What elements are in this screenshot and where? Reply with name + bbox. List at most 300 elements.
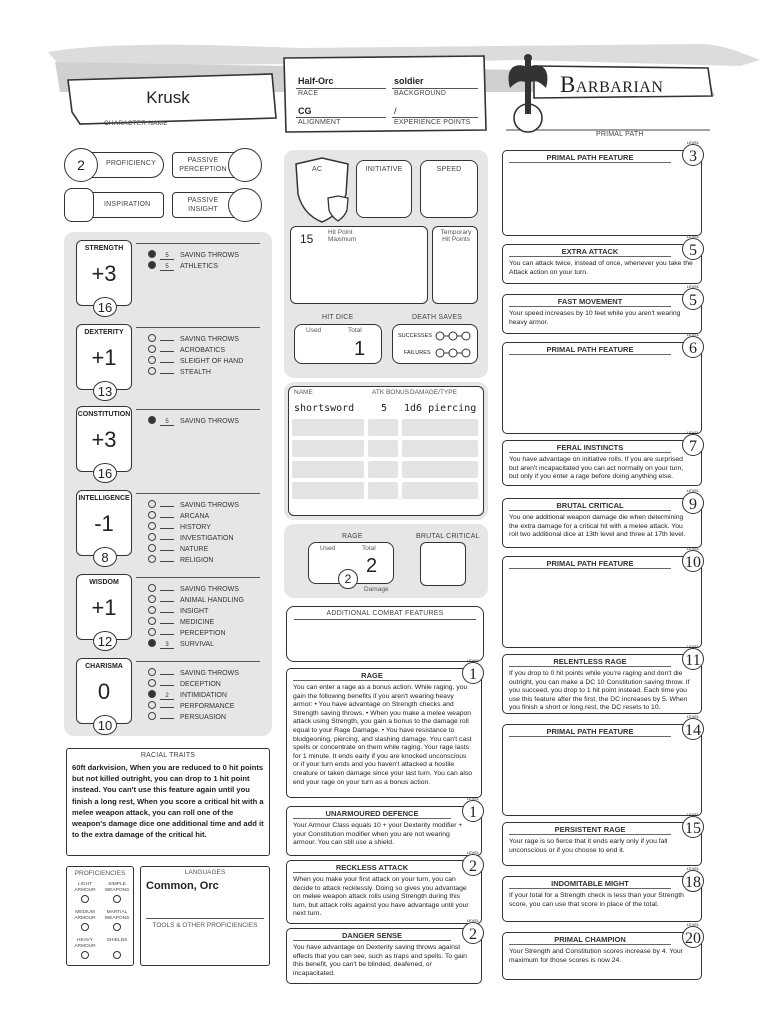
- ability-divider: [136, 327, 260, 328]
- background-value[interactable]: soldier: [394, 76, 424, 86]
- languages-value[interactable]: Common, Orc: [146, 880, 219, 892]
- skill-label: NATURE: [180, 546, 209, 553]
- skill-proficiency-dot[interactable]: [148, 679, 156, 687]
- weapon-row[interactable]: [292, 419, 478, 436]
- inspiration-circle[interactable]: [64, 188, 94, 222]
- skill-bonus: [160, 561, 174, 562]
- class-feature-box[interactable]: [502, 498, 702, 548]
- weapon-row[interactable]: [292, 440, 478, 457]
- feature-title: FAST MOVEMENT: [557, 297, 623, 306]
- skill-label: SAVING THROWS: [180, 502, 239, 509]
- feature-level: 18: [685, 874, 701, 891]
- additional-combat-divider: [294, 619, 476, 620]
- class-feature-box[interactable]: [502, 294, 702, 334]
- ability-name: INTELLIGENCE: [78, 495, 130, 502]
- skill-row[interactable]: [148, 334, 239, 343]
- languages-label: LANGUAGES: [184, 869, 226, 876]
- feature-level: 1: [469, 666, 477, 683]
- ability-name: STRENGTH: [84, 245, 124, 252]
- feature-title: PRIMAL PATH FEATURE: [546, 153, 634, 162]
- initiative-label: INITIATIVE: [365, 166, 403, 173]
- skill-label: SAVING THROWS: [180, 670, 239, 677]
- skill-row[interactable]: [148, 250, 239, 260]
- ability-box: [76, 324, 132, 399]
- feature-title: PRIMAL PATH FEATURE: [546, 345, 634, 354]
- skill-row[interactable]: [148, 555, 213, 564]
- ability-divider: [136, 409, 260, 410]
- feature-title: FERAL INSTINCTS: [556, 443, 624, 452]
- feature-text: You one additional weapon damage die when determining the extra damage for a critical hit with a melee attack. You roll two additional dice at 13th level and three at 17th level.: [509, 514, 686, 539]
- feature-title: PRIMAL PATH FEATURE: [546, 559, 634, 568]
- proficiency-label: SHIELDS: [106, 938, 128, 943]
- feature-level-badge: [682, 644, 704, 670]
- skill-proficiency-dot[interactable]: [148, 250, 156, 258]
- weapon-name-cell[interactable]: [292, 482, 364, 499]
- feature-text: Your Armour Class equals 10 + your Dexterity modifier + your Constitution modifier when you are not wearing armour. You can still use a shield.: [293, 822, 463, 847]
- feature-title-underline: [509, 568, 671, 569]
- ability-modifier[interactable]: +1: [91, 595, 117, 620]
- weapon-name-cell[interactable]: [292, 440, 364, 457]
- feature-level-badge: [682, 812, 704, 838]
- weapon-damage: 1d6 piercing: [404, 403, 477, 414]
- feature-level: 6: [689, 340, 697, 357]
- skill-label: ACROBATICS: [180, 347, 225, 354]
- feature-level: 3: [689, 148, 697, 165]
- proficiency-label: PROFICIENCY: [106, 160, 157, 167]
- feature-level-badge: [682, 140, 704, 166]
- rage-damage-label: Damage: [364, 586, 389, 593]
- skill-bonus: [160, 550, 174, 551]
- passive-perception-circle[interactable]: [228, 148, 262, 182]
- skill-proficiency-dot[interactable]: [148, 668, 156, 676]
- feature-title-underline: [509, 162, 671, 163]
- race-underline: [296, 88, 386, 89]
- skill-proficiency-dot[interactable]: [148, 345, 156, 353]
- skill-bonus: [160, 517, 174, 518]
- feature-title-underline: [293, 940, 451, 941]
- speed-label: SPEED: [436, 166, 462, 173]
- skill-bonus: 5: [160, 253, 174, 260]
- feature-level-caption: LEVEL: [466, 658, 480, 663]
- ability-score[interactable]: 16: [93, 463, 117, 483]
- feature-level-caption: LEVEL: [466, 850, 480, 855]
- ability-modifier[interactable]: -1: [94, 511, 114, 536]
- rage-label: RAGE: [342, 533, 363, 540]
- feature-level: 2: [469, 858, 477, 875]
- ability-name: DEXTERITY: [84, 329, 124, 336]
- feature-title: PERSISTENT RAGE: [554, 825, 626, 834]
- hp-max-value[interactable]: 15: [300, 232, 314, 246]
- feature-title-underline: [509, 452, 671, 453]
- skill-bonus: [160, 340, 174, 341]
- skill-row[interactable]: [148, 606, 208, 615]
- feature-title: BRUTAL CRITICAL: [556, 501, 624, 510]
- skill-bonus: 3: [160, 642, 174, 649]
- skill-row[interactable]: [148, 617, 214, 626]
- racial-traits-title: RACIAL TRAITS: [140, 752, 196, 759]
- feature-title-underline: [509, 944, 671, 945]
- feature-title: UNARMOURED DEFENCE: [325, 809, 419, 818]
- feature-level: 15: [685, 820, 701, 837]
- skill-bonus: [160, 707, 174, 708]
- weapon-bonus-cell[interactable]: [368, 440, 398, 457]
- weapon-damage-label: DAMAGE/TYPE: [410, 389, 457, 396]
- feature-text: Your speed increases by 10 feet while you aren't wearing heavy armor.: [509, 310, 681, 326]
- skill-row[interactable]: [148, 261, 218, 271]
- skill-row[interactable]: [148, 345, 225, 354]
- skill-row[interactable]: [148, 584, 239, 593]
- feature-level-badge: [682, 430, 704, 456]
- skill-bonus: [160, 351, 174, 352]
- rage-damage[interactable]: 2: [338, 569, 358, 589]
- skill-label: SAVING THROWS: [180, 586, 239, 593]
- skill-row[interactable]: [148, 416, 239, 426]
- class-feature-box[interactable]: [502, 342, 702, 434]
- proficiency-toggle[interactable]: [113, 951, 121, 959]
- weapon-row[interactable]: [292, 461, 478, 478]
- skill-bonus: [160, 362, 174, 363]
- skill-label: PERCEPTION: [180, 630, 226, 637]
- feature-level-badge: [682, 714, 704, 740]
- feature-level-caption: LEVEL: [686, 714, 700, 719]
- death-save-circles[interactable]: [434, 326, 474, 366]
- skill-proficiency-dot[interactable]: [148, 617, 156, 625]
- skill-proficiency-dot[interactable]: [148, 628, 156, 636]
- weapon-bonus-cell[interactable]: [368, 482, 398, 499]
- skill-row[interactable]: [148, 544, 208, 553]
- skill-proficiency-dot[interactable]: [148, 544, 156, 552]
- feature-title: DANGER SENSE: [341, 931, 402, 940]
- tools-label: TOOLS & OTHER PROFICIENCIES: [152, 922, 258, 929]
- feature-level-caption: LEVEL: [686, 644, 700, 649]
- class-feature-box[interactable]: [502, 244, 702, 284]
- skill-row[interactable]: [148, 511, 209, 520]
- feature-level-caption: LEVEL: [686, 922, 700, 927]
- racial-traits-text[interactable]: 60ft darkvision, When you are reduced to 0 hit points but not killed outright, you can drop to 1 hit point instead. You can't use this feature again until you finish a long rest, When you score a critical hit with a melee weapon attack, you can roll one of the weapon's damage dice one additional time and add it to the extra damage of the critical hit.: [72, 763, 264, 840]
- class-feature-box[interactable]: [502, 822, 702, 866]
- proficiency-toggle[interactable]: [81, 951, 89, 959]
- skill-proficiency-dot[interactable]: [148, 533, 156, 541]
- skill-row[interactable]: [148, 367, 211, 376]
- feature-text: If you drop to 0 hit points while you're raging and don't die outright, you can make a DC 10 Constitution saving throw. If you succeed, you drop to 1 hit point instead. Each time you use this feature after the first, the DC increases by 5. When you finish a short or long rest, the DC resets to 10.: [509, 670, 690, 712]
- feature-text: You have advantage on Dexterity saving throws against effects that you can see, such as traps and spells. To gain this benefit, you can't be blinded, deafened, or incapacitated.: [293, 944, 467, 977]
- feature-level-badge: [462, 658, 484, 684]
- proficiency-toggle[interactable]: [113, 923, 121, 931]
- skill-bonus: [160, 601, 174, 602]
- feature-text: If your total for a Strength check is less than your Strength score, you can use that score in place of the total.: [509, 892, 684, 908]
- brutal-critical-box[interactable]: [420, 542, 466, 586]
- feature-level: 2: [469, 926, 477, 943]
- skill-row[interactable]: [148, 639, 214, 649]
- ability-divider: [136, 243, 260, 244]
- weapon-damage-cell[interactable]: [402, 440, 478, 457]
- skill-label: SLEIGHT OF HAND: [180, 358, 244, 365]
- proficiency-label: MARTIAL WEAPONS: [104, 910, 130, 921]
- feature-level-caption: LEVEL: [686, 488, 700, 493]
- skill-label: INVESTIGATION: [180, 535, 234, 542]
- ability-box: [76, 406, 132, 481]
- feature-level-badge: [682, 546, 704, 572]
- weapon-row[interactable]: [292, 398, 478, 415]
- death-failures-label: FAILURES: [404, 350, 431, 356]
- class-feature-box[interactable]: [502, 440, 702, 486]
- race-label: RACE: [298, 90, 319, 97]
- feature-level-caption: LEVEL: [686, 866, 700, 871]
- weapon-damage-cell[interactable]: [402, 461, 478, 478]
- ability-divider: [136, 493, 260, 494]
- feature-level-badge: [462, 918, 484, 944]
- feature-level-badge: [462, 850, 484, 876]
- feature-level: 5: [689, 292, 697, 309]
- skill-row[interactable]: [148, 668, 239, 677]
- feature-level-badge: [682, 922, 704, 948]
- feature-level-badge: [682, 234, 704, 260]
- weapon-name-cell[interactable]: [292, 398, 364, 415]
- skill-proficiency-dot[interactable]: [148, 261, 156, 269]
- feature-level: 11: [685, 652, 701, 669]
- feature-title: INDOMITABLE MIGHT: [551, 879, 629, 888]
- weapon-damage-cell[interactable]: [402, 419, 478, 436]
- weapon-bonus-cell[interactable]: [368, 419, 398, 436]
- skill-proficiency-dot[interactable]: [148, 606, 156, 614]
- rage-total[interactable]: 2: [366, 555, 378, 577]
- feature-title-underline: [509, 666, 671, 667]
- experience-underline: [392, 117, 478, 118]
- feature-level-badge: [682, 488, 704, 514]
- skill-proficiency-dot[interactable]: [148, 522, 156, 530]
- skill-row[interactable]: [148, 533, 234, 542]
- feature-level-badge: [682, 284, 704, 310]
- feature-title: PRIMAL CHAMPION: [554, 935, 626, 944]
- background-label: BACKGROUND: [394, 90, 447, 97]
- proficiency-bonus[interactable]: 2: [64, 148, 98, 182]
- ability-score[interactable]: 12: [93, 631, 117, 651]
- skill-label: SAVING THROWS: [180, 252, 239, 259]
- background-underline: [392, 88, 478, 89]
- ability-box: [76, 490, 132, 565]
- skill-proficiency-dot[interactable]: [148, 690, 156, 698]
- feature-level-badge: [682, 332, 704, 358]
- class-name: Barbarian: [560, 72, 664, 97]
- ac-label: AC: [312, 166, 323, 173]
- inspiration-label: INSPIRATION: [104, 201, 151, 208]
- skill-label: DECEPTION: [180, 681, 221, 688]
- proficiency-label: MEDIUM ARMOUR: [74, 910, 96, 921]
- feature-title-underline: [509, 256, 671, 257]
- skill-label: PERSUASION: [180, 714, 226, 721]
- skill-bonus: [160, 674, 174, 675]
- feature-title-underline: [509, 888, 671, 889]
- header-banner: [0, 0, 768, 140]
- primal-path-label: PRIMAL PATH: [596, 131, 644, 138]
- skill-bonus: 2: [160, 693, 174, 700]
- passive-perception-label: PASSIVE PERCEPTION: [179, 157, 227, 173]
- hit-dice-label: HIT DICE: [322, 314, 354, 321]
- weapon-name-cell[interactable]: [292, 419, 364, 436]
- proficiency-toggle[interactable]: [81, 895, 89, 903]
- hp-max-label: Hit Point Maximum: [328, 229, 357, 243]
- feature-level: 7: [689, 438, 697, 455]
- hit-dice-used-label: Used: [306, 327, 322, 334]
- skill-row[interactable]: [148, 690, 227, 700]
- skill-row[interactable]: [148, 356, 243, 365]
- skill-bonus: 5: [160, 419, 174, 426]
- class-feature-box[interactable]: [286, 928, 482, 984]
- skill-proficiency-dot[interactable]: [148, 356, 156, 364]
- skill-proficiency-dot[interactable]: [148, 500, 156, 508]
- class-feature-box[interactable]: [502, 932, 702, 980]
- class-feature-box[interactable]: [502, 654, 702, 714]
- feature-text: Your Strength and Constitution scores increase by 4. Your maximum for those scores is now 24.: [509, 948, 683, 964]
- feature-level-caption: LEVEL: [686, 284, 700, 289]
- skill-row[interactable]: [148, 595, 244, 604]
- skill-proficiency-dot[interactable]: [148, 416, 156, 424]
- ability-modifier[interactable]: 0: [97, 679, 111, 704]
- feature-text: Your rage is so fierce that it ends early only if you fall unconscious or if you choose to end it.: [509, 838, 668, 854]
- skill-bonus: [160, 685, 174, 686]
- ability-box: [76, 240, 132, 315]
- skill-row[interactable]: [148, 628, 226, 637]
- feature-title-underline: [293, 818, 451, 819]
- death-saves-label: DEATH SAVES: [412, 314, 463, 321]
- passive-insight-circle[interactable]: [228, 188, 262, 222]
- skill-label: SAVING THROWS: [180, 418, 239, 425]
- skill-bonus: [160, 634, 174, 635]
- skill-row[interactable]: [148, 522, 211, 531]
- skill-label: MEDICINE: [180, 619, 215, 626]
- weapon-bonus-cell[interactable]: [368, 461, 398, 478]
- ability-name: CONSTITUTION: [77, 411, 131, 418]
- feature-level-caption: LEVEL: [686, 546, 700, 551]
- proficiency-label: HEAVY ARMOUR: [74, 938, 96, 949]
- ability-divider: [136, 577, 260, 578]
- class-feature-box[interactable]: [502, 150, 702, 236]
- ability-score[interactable]: 8: [93, 547, 117, 567]
- feature-title: EXTRA ATTACK: [561, 247, 619, 256]
- class-feature-box[interactable]: [502, 876, 702, 922]
- feature-level: 20: [685, 930, 701, 947]
- rage-used-label: Used: [320, 545, 336, 552]
- skill-proficiency-dot[interactable]: [148, 555, 156, 563]
- hit-dice-total-label: Total: [348, 327, 362, 334]
- weapon-row[interactable]: [292, 482, 478, 499]
- feature-level-caption: LEVEL: [466, 918, 480, 923]
- feature-level: 9: [689, 496, 697, 513]
- brutal-critical-label: BRUTAL CRITICAL: [416, 533, 480, 540]
- ability-modifier[interactable]: +1: [91, 345, 117, 370]
- ability-modifier[interactable]: +3: [91, 261, 117, 286]
- feature-title-underline: [293, 872, 451, 873]
- feature-title-underline: [293, 680, 451, 681]
- ability-modifier[interactable]: +3: [91, 427, 117, 452]
- ability-divider: [136, 661, 260, 662]
- proficiency-toggle[interactable]: [81, 923, 89, 931]
- feature-title-underline: [509, 306, 671, 307]
- race-value[interactable]: Half-Orc: [298, 76, 334, 86]
- skill-bonus: [160, 539, 174, 540]
- alignment-underline: [296, 117, 386, 118]
- skill-row[interactable]: [148, 712, 226, 721]
- skill-label: INTIMIDATION: [180, 692, 227, 699]
- skill-bonus: [160, 718, 174, 719]
- skill-label: ATHLETICS: [180, 263, 218, 270]
- ability-box: [76, 574, 132, 649]
- tools-divider: [146, 918, 264, 919]
- feature-title-underline: [509, 510, 671, 511]
- weapon-bonus-cell[interactable]: [368, 398, 398, 415]
- skill-row[interactable]: [148, 679, 221, 688]
- class-feature-box[interactable]: [286, 668, 482, 798]
- weapon-damage-cell[interactable]: [402, 482, 478, 499]
- proficiency-label: LIGHT ARMOUR: [74, 882, 96, 893]
- death-successes-label: SUCCESSES: [398, 333, 432, 339]
- skill-label: PERFORMANCE: [180, 703, 235, 710]
- hit-dice-total[interactable]: 1: [354, 338, 366, 360]
- feature-title-underline: [509, 736, 671, 737]
- ability-name: CHARISMA: [85, 663, 123, 670]
- character-name-label: CHARACTER NAME: [104, 120, 168, 127]
- feature-text: You can attack twice, instead of once, whenever you take the Attack action on your turn.: [509, 260, 693, 276]
- skill-proficiency-dot[interactable]: [148, 712, 156, 720]
- feature-level-caption: LEVEL: [686, 234, 700, 239]
- weapon-name-cell[interactable]: [292, 461, 364, 478]
- feature-level-caption: LEVEL: [686, 140, 700, 145]
- experience-value[interactable]: /: [394, 106, 397, 116]
- skill-proficiency-dot[interactable]: [148, 334, 156, 342]
- skill-bonus: [160, 506, 174, 507]
- class-feature-box[interactable]: [286, 806, 482, 856]
- ability-score[interactable]: 13: [93, 381, 117, 401]
- skill-label: RELIGION: [180, 557, 214, 564]
- skill-bonus: 5: [160, 264, 174, 271]
- skill-proficiency-dot[interactable]: [148, 701, 156, 709]
- skill-label: HISTORY: [180, 524, 211, 531]
- feature-text: You have advantage on initiative rolls. If you are surprised but aren't incapacitated you can act normally on your turn, but only if you enter a rage before doing anything else.: [509, 456, 684, 481]
- alignment-label: ALIGNMENT: [298, 119, 341, 126]
- weapon-damage-cell[interactable]: [402, 398, 478, 415]
- skill-label: STEALTH: [180, 369, 211, 376]
- weapon-name: shortsword: [294, 403, 355, 414]
- ability-score[interactable]: 10: [93, 715, 117, 735]
- skill-proficiency-dot[interactable]: [148, 584, 156, 592]
- skill-proficiency-dot[interactable]: [148, 367, 156, 375]
- class-feature-box[interactable]: [286, 860, 482, 924]
- weapon-bonus-label: ATK BONUS: [372, 389, 410, 396]
- feature-level-caption: LEVEL: [686, 430, 700, 435]
- skill-bonus: [160, 623, 174, 624]
- feature-title-underline: [509, 834, 671, 835]
- feature-text: When you make your first attack on your turn, you can decide to attack recklessly. Doing so gives you advantage on melee weapon attack rolls using Strength during this turn, but attack rolls against you have advantage until your next turn.: [293, 876, 469, 918]
- skill-row[interactable]: [148, 701, 234, 710]
- skill-proficiency-dot[interactable]: [148, 595, 156, 603]
- proficiency-label: SIMPLE WEAPONS: [104, 882, 130, 893]
- proficiencies-title: PROFICIENCIES: [74, 870, 126, 877]
- ability-score[interactable]: 16: [93, 297, 117, 317]
- class-feature-box[interactable]: [502, 724, 702, 816]
- class-feature-box[interactable]: [502, 556, 702, 648]
- barbarian-axe-icon: [504, 52, 552, 144]
- proficiency-toggle[interactable]: [113, 895, 121, 903]
- feature-level-badge: [682, 866, 704, 892]
- temp-hp-label: Temporary Hit Points: [440, 229, 472, 243]
- character-name[interactable]: Krusk: [146, 88, 190, 107]
- skill-bonus: [160, 590, 174, 591]
- skill-proficiency-dot[interactable]: [148, 511, 156, 519]
- skill-proficiency-dot[interactable]: [148, 639, 156, 647]
- feature-level: 1: [469, 804, 477, 821]
- skill-row[interactable]: [148, 500, 239, 509]
- alignment-value[interactable]: CG: [298, 106, 312, 116]
